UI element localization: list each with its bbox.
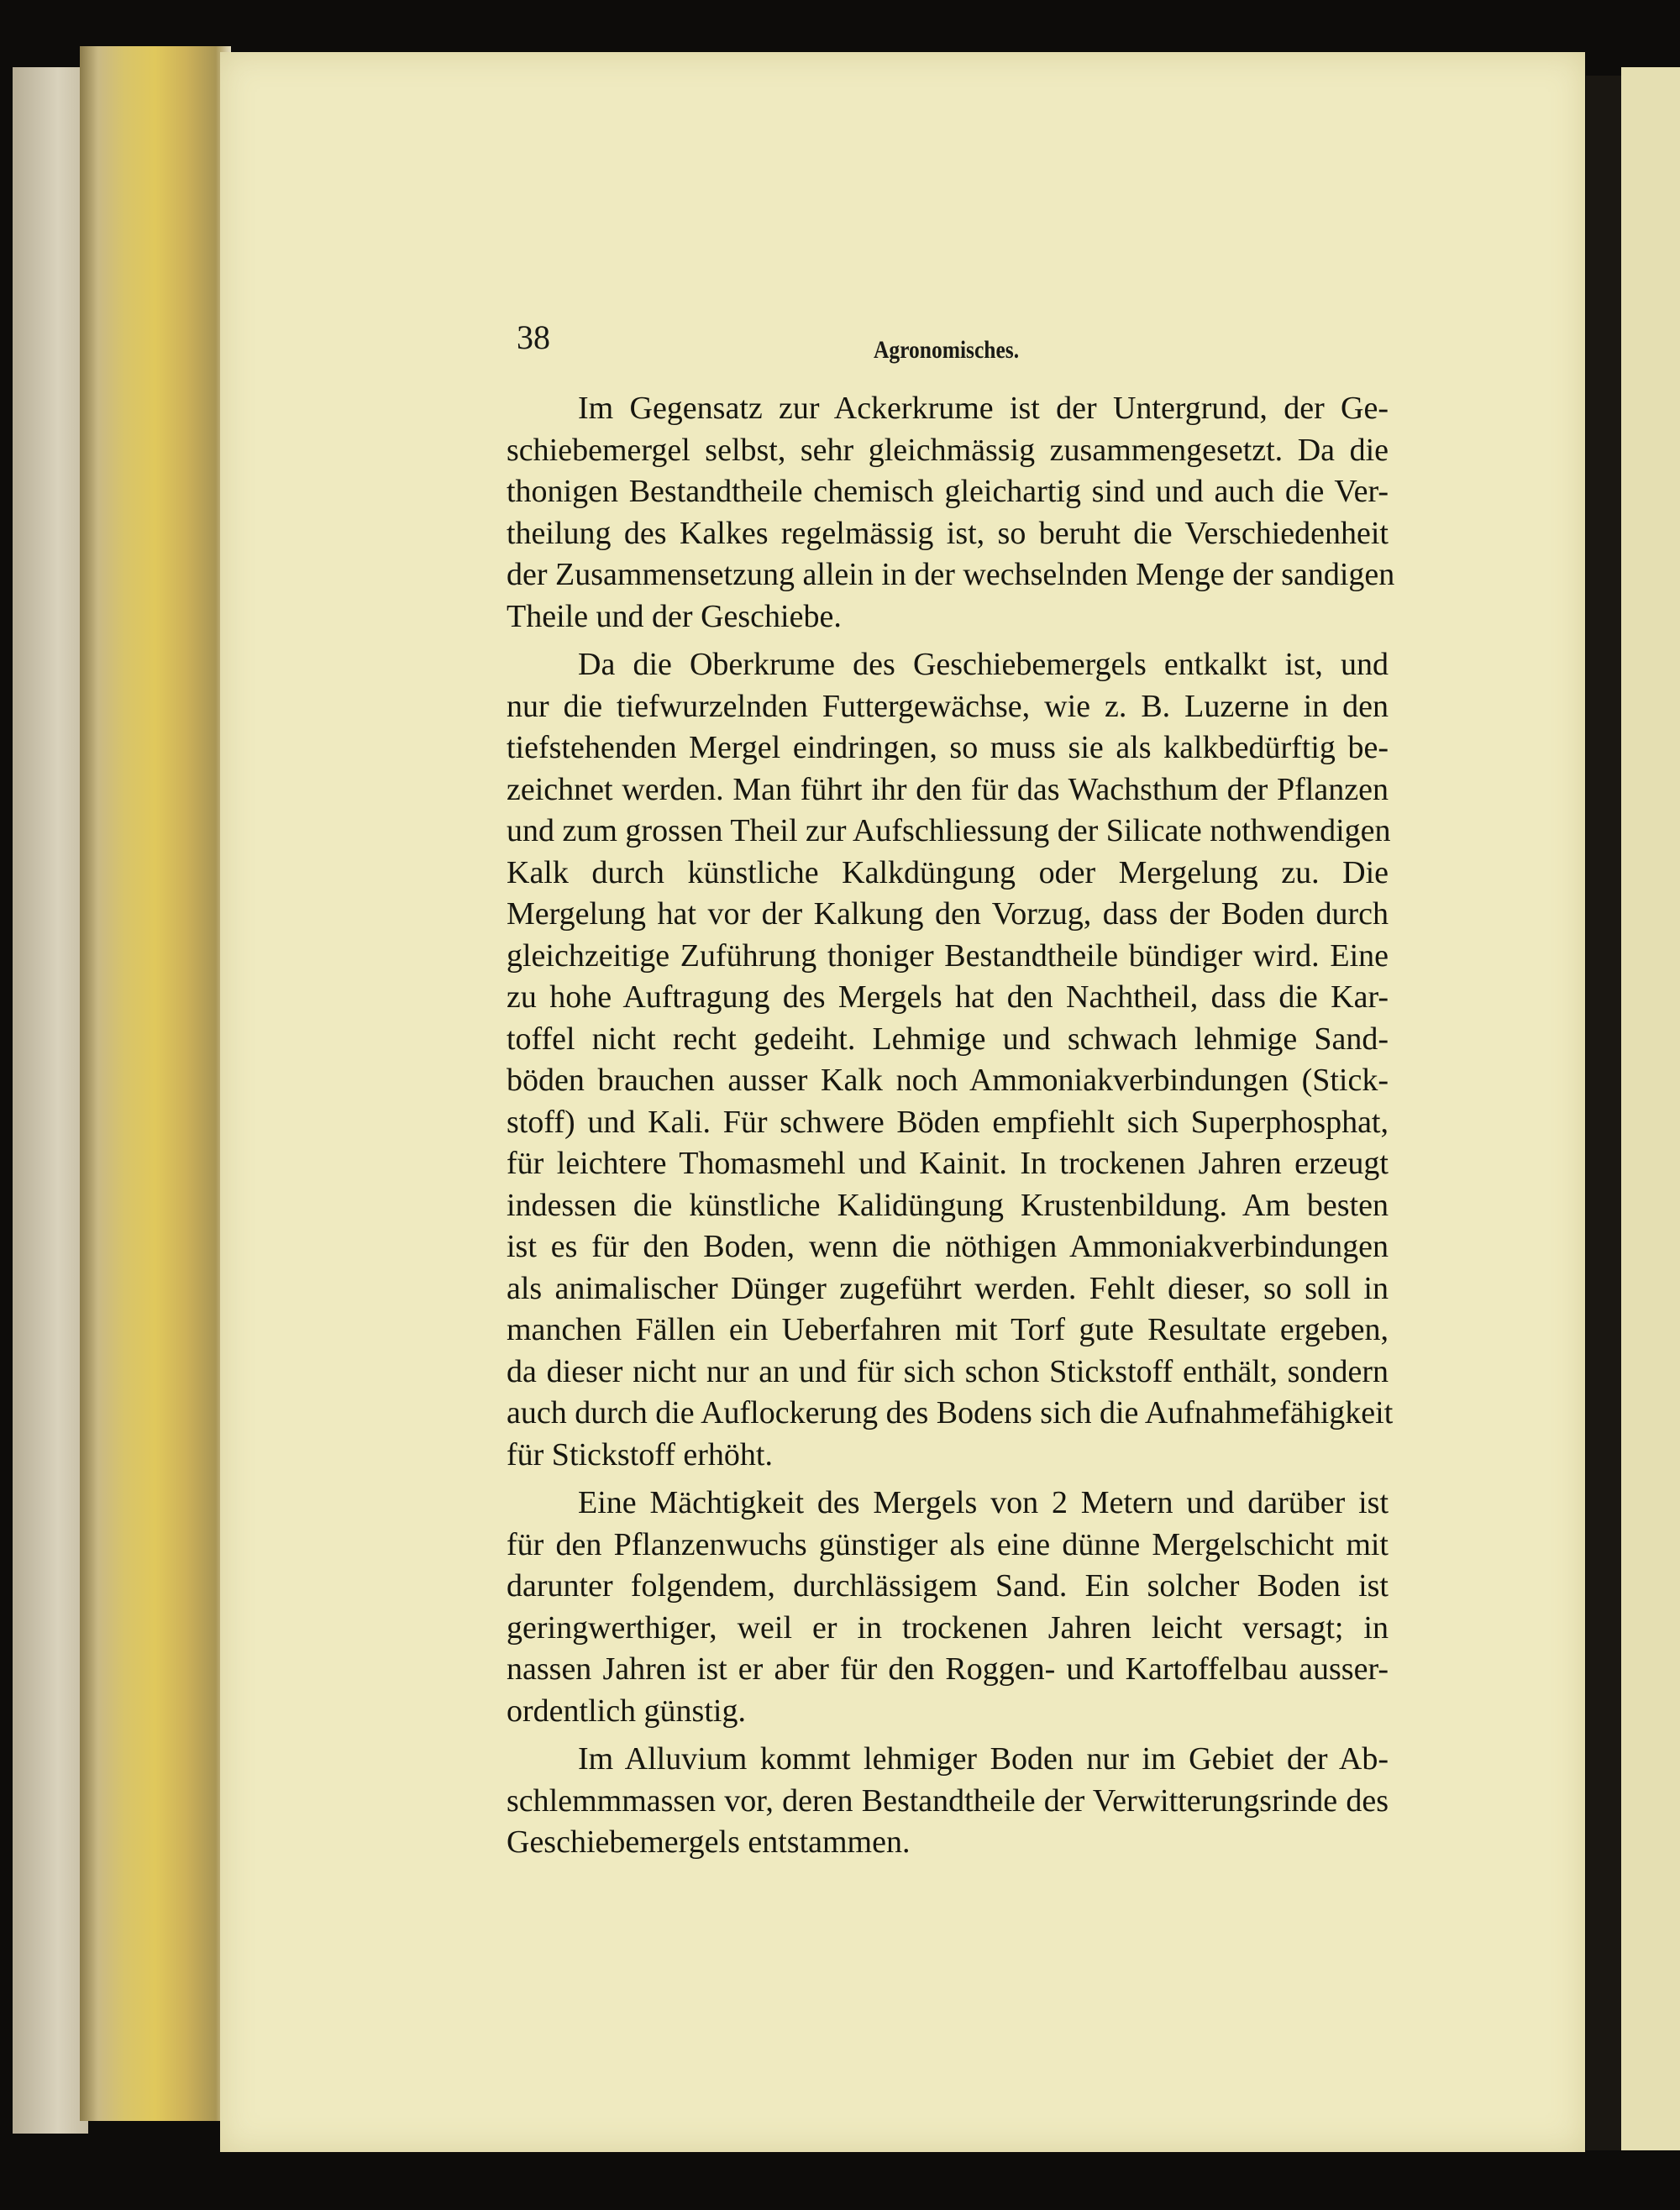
text-line: Im Gegensatz zur Ackerkrume ist der Untergrund, der Ge- bbox=[578, 391, 1389, 426]
book-gutter bbox=[1586, 76, 1621, 2150]
text-line: böden brauchen ausser Kalk noch Ammoniakverbindungen (Stick- bbox=[507, 1063, 1389, 1098]
text-line: Geschiebemergels entstammen. bbox=[507, 1824, 911, 1860]
text-line: auch durch die Auflockerung des Bodens sich die Aufnahmefähigkeit bbox=[507, 1395, 1394, 1430]
text-line: toffel nicht recht gedeiht. Lehmige und schwach lehmige Sand- bbox=[507, 1021, 1389, 1057]
paragraph bbox=[507, 388, 1395, 638]
text-line: als animalischer Dünger zugeführt werden. Fehlt dieser, so soll in bbox=[507, 1270, 1389, 1306]
text-line: ordentlich günstig. bbox=[507, 1693, 746, 1729]
text-line: nur die tiefwurzelnden Futtergewächse, wie z. B. Luzerne in den bbox=[507, 688, 1389, 724]
text-line: für Stickstoff erhöht. bbox=[507, 1436, 773, 1472]
book-cover-edge bbox=[13, 67, 88, 2134]
text-line: für leichtere Thomasmehl und Kainit. In trockenen Jahren erzeugt bbox=[507, 1146, 1389, 1181]
page-stack-edges bbox=[80, 46, 231, 2121]
paragraph bbox=[507, 1483, 1389, 1732]
text-line: der Zusammensetzung allein in der wechselnden Menge der sandigen bbox=[507, 557, 1395, 592]
text-line: manchen Fällen ein Ueberfahren mit Torf gute Resultate ergeben, bbox=[507, 1312, 1389, 1347]
paragraph bbox=[507, 1739, 1389, 1864]
text-line: gleichzeitige Zuführung thoniger Bestandtheile bündiger wird. Eine bbox=[507, 937, 1389, 974]
text-line: zeichnet werden. Man führt ihr den für das Wachsthum der Pflanzen bbox=[507, 771, 1389, 807]
text-line: nassen Jahren ist er aber für den Roggen- und Kartoffelbau ausser- bbox=[507, 1651, 1389, 1687]
text-line: zu hohe Auftragung des Mergels hat den Nachtheil, dass die Kar- bbox=[507, 979, 1389, 1015]
text-line: Theile und der Geschiebe. bbox=[507, 598, 842, 634]
text-line: theilung des Kalkes regelmässig ist, so beruht die Verschiedenheit bbox=[507, 515, 1389, 551]
paragraph bbox=[507, 644, 1394, 1476]
facing-page-edge bbox=[1621, 67, 1680, 2150]
text-line: für den Pflanzenwuchs günstiger als eine dünne Mergelschicht mit bbox=[507, 1526, 1389, 1562]
text-line: ist es für den Boden, wenn die nöthigen Ammoniakverbindungen bbox=[507, 1229, 1389, 1264]
text-line: Mergelung hat vor der Kalkung den Vorzug, dass der Boden durch bbox=[507, 896, 1389, 932]
text-line: stoff) und Kali. Für schwere Böden empfiehlt sich Superphosphat, bbox=[507, 1104, 1389, 1140]
running-head: Agronomisches. bbox=[874, 336, 1020, 364]
text-line: schlemmmassen vor, deren Bestandtheile der Verwitterungsrinde des bbox=[507, 1782, 1389, 1819]
text-line: Kalk durch künstliche Kalkdüngung oder Mergelung zu. Die bbox=[507, 854, 1389, 890]
text-line: Im Alluvium kommt lehmiger Boden nur im Gebiet der Ab- bbox=[578, 1741, 1389, 1777]
page-number: 38 bbox=[517, 318, 550, 356]
text-line: tiefstehenden Mergel eindringen, so muss sie als kalkbedürftig be- bbox=[507, 730, 1389, 765]
text-line: da dieser nicht nur an und für sich schon Stickstoff enthält, sondern bbox=[507, 1353, 1389, 1389]
text-line: thonigen Bestandtheile chemisch gleichartig sind und auch die Ver- bbox=[507, 474, 1389, 509]
text-line: indessen die künstliche Kalidüngung Krustenbildung. Am besten bbox=[507, 1187, 1389, 1223]
text-line: geringwerthiger, weil er in trockenen Jahren leicht versagt; in bbox=[507, 1609, 1389, 1646]
text-line: schiebemergel selbst, sehr gleichmässig zusammengesetzt. Da die bbox=[507, 432, 1389, 468]
body-text bbox=[507, 388, 1395, 1871]
text-line: und zum grossen Theil zur Aufschliessung der Silicate nothwendigen bbox=[507, 813, 1391, 848]
text-line: Da die Oberkrume des Geschiebemergels entkalkt ist, und bbox=[578, 647, 1389, 682]
text-line: Eine Mächtigkeit des Mergels von 2 Metern und darüber ist bbox=[578, 1485, 1389, 1520]
text-line: darunter folgendem, durchlässigem Sand. Ein solcher Boden ist bbox=[507, 1568, 1389, 1604]
